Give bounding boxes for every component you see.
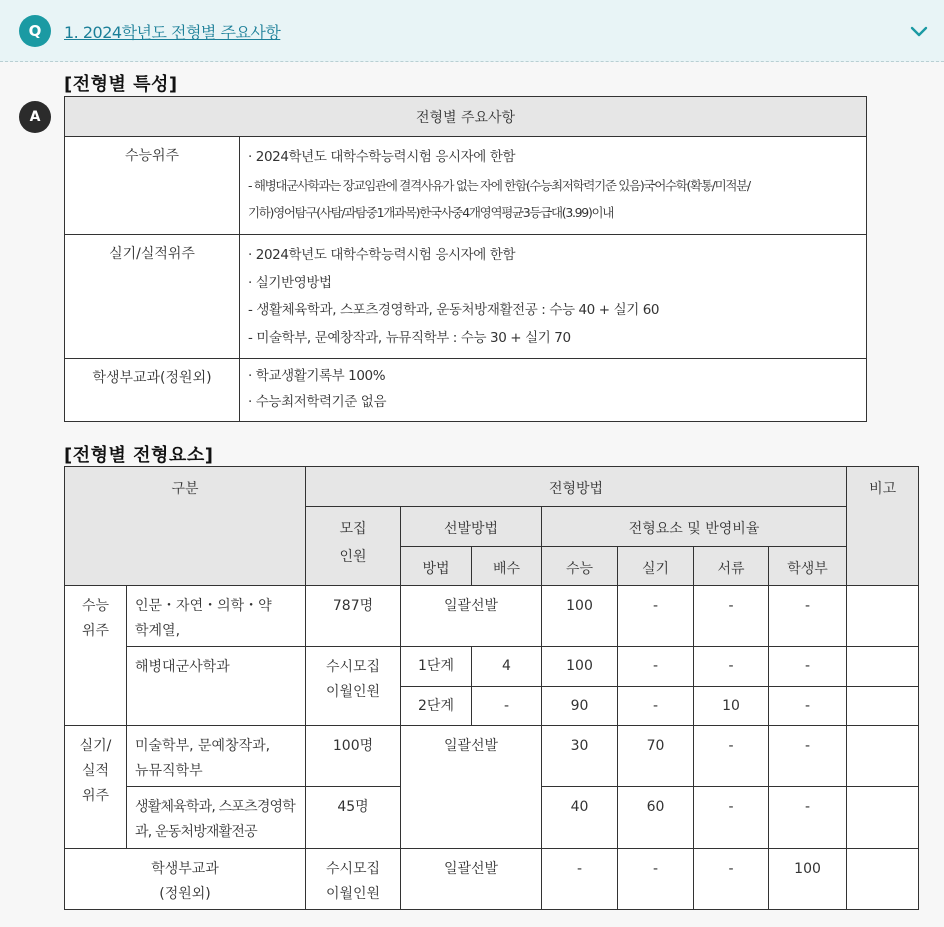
practical-cell: - <box>618 849 694 910</box>
documents-cell: - <box>694 586 769 647</box>
record-cell: - <box>769 787 847 849</box>
note-cell <box>847 687 919 726</box>
desc-line: · 2024학년도 대학수학능력시험 응시자에 한함 <box>248 247 516 263</box>
dept-name: 인문・자연・의학・약 학계열, <box>127 586 306 647</box>
table-row <box>65 726 919 787</box>
desc-line: 기하)영어탐구(사탐/과탐중1개과목)한국사중4개영역평균3등급대(3.99)이내 <box>248 205 614 220</box>
header-record: 학생부 <box>769 547 847 586</box>
row-label: 수능위주 <box>65 137 240 235</box>
dept-name: 생활체육학과, 스포츠경영학 과, 운동처방재활전공 <box>127 787 306 849</box>
suneung-cell: 100 <box>542 647 618 687</box>
practical-cell: 60 <box>618 787 694 849</box>
table-row <box>65 586 919 647</box>
table-header: 전형별 주요사항 <box>65 97 867 137</box>
documents-cell: - <box>694 849 769 910</box>
suneung-cell: 90 <box>542 687 618 726</box>
record-cell: 100 <box>769 849 847 910</box>
quota-cell: 100명 <box>306 726 401 787</box>
row-label: 학생부교과(정원외) <box>65 359 240 422</box>
dept-name: 미술학부, 문예창작과, 뉴뮤직학부 <box>127 726 306 787</box>
selection-cell: 일괄선발 <box>401 849 542 910</box>
dept-name: 해병대군사학과 <box>127 647 306 726</box>
practical-cell: 70 <box>618 726 694 787</box>
header-how: 방법 <box>401 547 472 586</box>
desc-line: - 생활체육학과, 스포츠경영학과, 운동처방재활전공 : 수능 40 + 실기 60 <box>248 302 660 318</box>
header-note: 비고 <box>847 467 919 586</box>
question-header[interactable] <box>0 0 944 62</box>
elements-table <box>64 466 919 910</box>
chevron-down-icon[interactable] <box>908 20 930 42</box>
header-suneung: 수능 <box>542 547 618 586</box>
multiple-cell: 4 <box>472 647 542 687</box>
desc-line: · 실기반영방법 <box>248 274 332 291</box>
documents-cell: - <box>694 647 769 687</box>
header-selection: 선발방법 <box>401 507 542 547</box>
table-row <box>65 849 919 910</box>
header-practical: 실기 <box>618 547 694 586</box>
practical-cell: - <box>618 647 694 687</box>
quota-cell: 수시모집 이월인원 <box>306 647 401 726</box>
documents-cell: - <box>694 787 769 849</box>
row-description <box>240 235 867 359</box>
section-title-characteristics: [전형별 특성] <box>64 74 178 95</box>
desc-line: - 미술학부, 문예창작과, 뉴뮤직학부 : 수능 30 + 실기 70 <box>248 329 571 346</box>
section-title-elements: [전형별 전형요소] <box>64 445 214 466</box>
suneung-cell: - <box>542 849 618 910</box>
desc-line: · 2024학년도 대학수학능력시험 응시자에 한함 <box>248 149 516 165</box>
row-description <box>240 359 867 422</box>
note-cell <box>847 647 919 687</box>
q-badge: Q <box>19 15 51 47</box>
characteristics-table <box>64 96 867 422</box>
group-name: 실기/ 실적 위주 <box>65 726 127 849</box>
suneung-cell: 100 <box>542 586 618 647</box>
record-cell: - <box>769 687 847 726</box>
a-badge: A <box>19 101 51 133</box>
header-multiple: 배수 <box>472 547 542 586</box>
practical-cell: - <box>618 687 694 726</box>
group-name: 수능 위주 <box>65 586 127 726</box>
record-cell: - <box>769 647 847 687</box>
group-name: 학생부교과 (정원외) <box>65 849 306 910</box>
note-cell <box>847 849 919 910</box>
header-documents: 서류 <box>694 547 769 586</box>
note-cell <box>847 586 919 647</box>
desc-line: - 해병대군사학과는 장교임관에 결격사유가 없는 자에 한함(수능최저학력기준 있음)국어수학(확통/미적분/ <box>248 177 750 193</box>
record-cell: - <box>769 586 847 647</box>
selection-cell: 일괄선발 <box>401 726 542 849</box>
header-ratio: 전형요소 및 반영비율 <box>542 507 847 547</box>
stage-cell: 2단계 <box>401 687 472 726</box>
desc-line: · 수능최저학력기준 없음 <box>248 394 387 410</box>
practical-cell: - <box>618 586 694 647</box>
quota-cell: 수시모집 이월인원 <box>306 849 401 910</box>
note-cell <box>847 787 919 849</box>
documents-cell: 10 <box>694 687 769 726</box>
header-method: 전형방법 <box>306 467 847 507</box>
note-cell <box>847 726 919 787</box>
table-row <box>65 647 919 687</box>
quota-cell: 45명 <box>306 787 401 849</box>
header-quota: 모집 인원 <box>306 507 401 586</box>
row-label: 실기/실적위주 <box>65 235 240 359</box>
selection-cell: 일괄선발 <box>401 586 542 647</box>
multiple-cell: - <box>472 687 542 726</box>
documents-cell: - <box>694 726 769 787</box>
stage-cell: 1단계 <box>401 647 472 687</box>
suneung-cell: 30 <box>542 726 618 787</box>
row-description <box>240 137 867 235</box>
quota-cell: 787명 <box>306 586 401 647</box>
desc-line: · 학교생활기록부 100% <box>248 368 386 384</box>
record-cell: - <box>769 726 847 787</box>
suneung-cell: 40 <box>542 787 618 849</box>
header-category: 구분 <box>65 467 306 586</box>
question-title-link[interactable]: 1. 2024학년도 전형별 주요사항 <box>64 23 281 42</box>
